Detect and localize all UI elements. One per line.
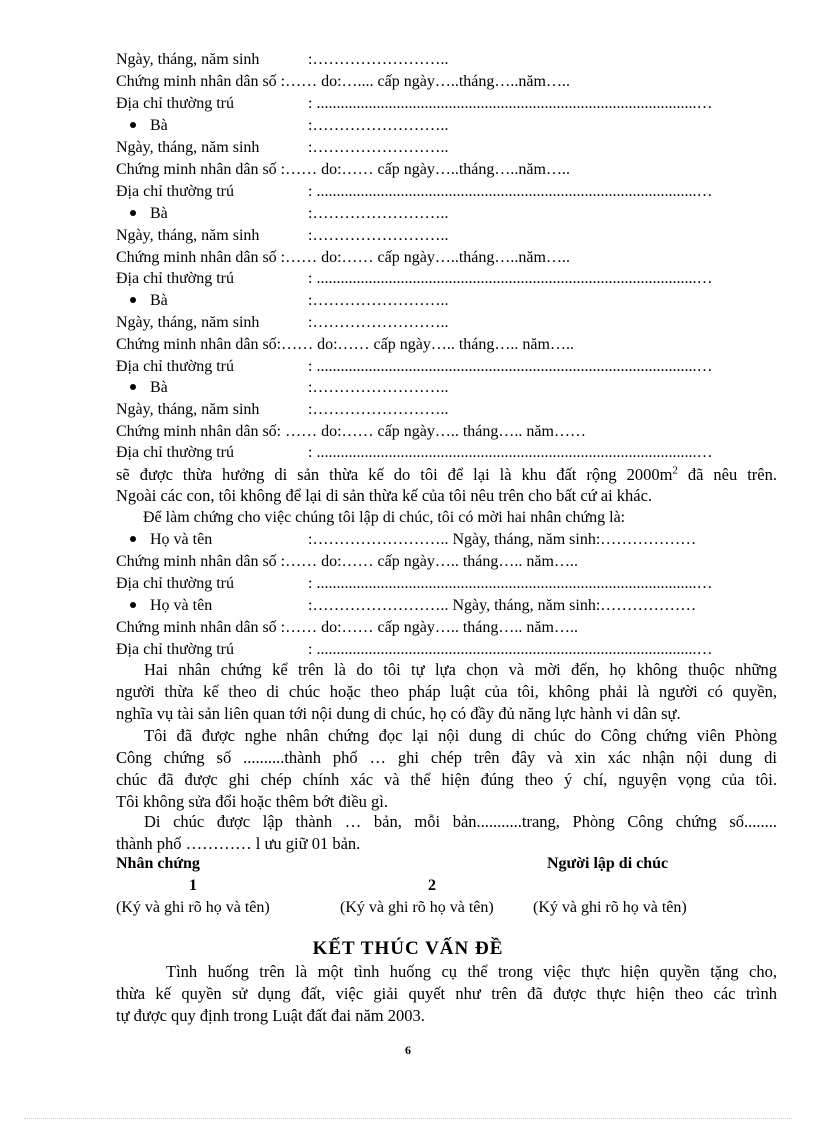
bullet-label: Họ và tên	[150, 531, 213, 548]
inheritance-line-1: sẽ được thừa hưởng di sản thừa kế do tôi để lại là khu đất rộng $2000m^2$ đã nêu trên.	[116, 464, 777, 484]
sign-note: (Ký và ghi rõ họ và tên)	[116, 899, 270, 916]
bullet-label: Bà	[150, 205, 168, 222]
birth-value: :……………………..	[308, 401, 449, 418]
bullet-value: :…………………….. Ngày, tháng, năm sinh:………………	[308, 597, 697, 614]
birth-value: :……………………..	[308, 139, 449, 156]
id-text: Chứng minh nhân dân số :…… do:…… cấp ngày…..tháng…..năm…..	[116, 161, 570, 178]
bullet-icon	[130, 536, 136, 542]
witness-intro: Để làm chứng cho việc chúng tôi lập di chúc, tôi có mời hai nhân chứng là:	[143, 509, 626, 526]
paragraph-line: nghĩa vụ tài sản liên quan tới nội dung di chúc, họ có đầy đủ năng lực hành vi dân sự.	[116, 704, 681, 723]
birth-label: Ngày, tháng, năm sinh	[116, 401, 260, 418]
address-label: Địa chỉ thường trú	[116, 183, 234, 200]
address-value: : ...............................................................................................…	[308, 641, 713, 658]
birth-value: :……………………..	[308, 314, 449, 331]
paragraph-line: Tôi đã được nghe nhân chứng đọc lại nội dung di chúc do Công chứng viên Phòng	[144, 726, 777, 745]
bullet-label: Họ và tên	[150, 597, 213, 614]
witness-number-2: 2	[428, 877, 436, 894]
bullet-icon	[130, 122, 136, 128]
address-value: : ...............................................................................................…	[308, 358, 713, 375]
address-label: Địa chỉ thường trú	[116, 358, 234, 375]
bullet-value: :……………………..	[308, 205, 449, 222]
bullet-icon	[130, 384, 136, 390]
paragraph-line: người thừa kế theo di chúc hoặc theo pháp luật của tôi, không phải là người có quyền,	[116, 682, 777, 701]
conclusion-line: Tình huống trên là một tình huống cụ thể trong việc thực hiện quyền tặng cho,	[166, 962, 777, 981]
superscript: 2	[672, 464, 678, 477]
birth-label: Ngày, tháng, năm sinh	[116, 227, 260, 244]
paragraph-line: Di chúc được lập thành … bản, mỗi bản...........trang, Phòng Công chứng số........	[144, 812, 777, 831]
birth-label: Ngày, tháng, năm sinh	[116, 314, 260, 331]
inheritance-line-2: Ngoài các con, tôi không để lại di sản thừa kế của tôi nêu trên cho bất cứ ai khác.	[116, 486, 653, 505]
conclusion-line: thừa kế quyền sử dụng đất, việc giải quyết như trên đã được thực hiện theo các trình	[116, 984, 777, 1003]
birth-label: Ngày, tháng, năm sinh	[116, 139, 260, 156]
bullet-icon	[130, 210, 136, 216]
id-text: Chứng minh nhân dân số :…… do:…… cấp ngày….. tháng….. năm…..	[116, 553, 578, 570]
birth-label: Ngày, tháng, năm sinh	[116, 51, 260, 68]
sign-note: (Ký và ghi rõ họ và tên)	[340, 899, 494, 916]
bullet-icon	[130, 297, 136, 303]
paragraph-line: Công chứng số ..........thành phố … ghi chép trên đây và xin xác nhận nội dung di	[116, 748, 777, 767]
witness-number-1: 1	[189, 877, 197, 894]
paragraph-line: thành phố ………… l ưu giữ 01 bản.	[116, 834, 361, 853]
paragraph-line: Hai nhân chứng kể trên là do tôi tự lựa chọn và mời đến, họ không thuộc những	[144, 660, 777, 679]
bullet-icon	[130, 602, 136, 608]
bullet-value: :……………………..	[308, 292, 449, 309]
id-text: Chứng minh nhân dân số:…… do:…… cấp ngày….. tháng….. năm…..	[116, 336, 574, 353]
bullet-value: :……………………..	[308, 117, 449, 134]
birth-value: :……………………..	[308, 51, 449, 68]
conclusion-line: tự được quy định trong Luật đất đai năm 2003.	[116, 1006, 425, 1025]
address-label: Địa chỉ thường trú	[116, 270, 234, 287]
address-label: Địa chỉ thường trú	[116, 575, 234, 592]
address-value: : ...............................................................................................…	[308, 95, 713, 112]
testator-heading: Người lập di chúc	[547, 855, 669, 872]
page-number: 6	[405, 1043, 411, 1057]
bullet-label: Bà	[150, 117, 168, 134]
address-value: : ...............................................................................................…	[308, 183, 713, 200]
birth-value: :……………………..	[308, 227, 449, 244]
bullet-label: Bà	[150, 379, 168, 396]
address-value: : ...............................................................................................…	[308, 270, 713, 287]
bullet-value: :…………………….. Ngày, tháng, năm sinh:………………	[308, 531, 697, 548]
id-text: Chứng minh nhân dân số: …… do:…… cấp ngày….. tháng….. năm……	[116, 423, 586, 440]
witness-heading: Nhân chứng	[116, 855, 200, 872]
section-title: KẾT THÚC VẤN ĐỀ	[312, 938, 504, 959]
id-text: Chứng minh nhân dân số :…… do:….... cấp ngày…..tháng…..năm…..	[116, 73, 570, 90]
address-value: : ...............................................................................................…	[308, 575, 713, 592]
id-text: Chứng minh nhân dân số :…… do:…… cấp ngày…..tháng…..năm…..	[116, 249, 570, 266]
address-label: Địa chỉ thường trú	[116, 444, 234, 461]
paragraph-line: chúc đã được ghi chép chính xác và thể hiện đúng theo ý chí, nguyện vọng của tôi.	[116, 770, 777, 789]
address-label: Địa chỉ thường trú	[116, 641, 234, 658]
paragraph-line: Tôi không sửa đổi hoặc thêm bớt điều gì.	[116, 792, 389, 811]
address-label: Địa chỉ thường trú	[116, 95, 234, 112]
bullet-value: :……………………..	[308, 379, 449, 396]
address-value: : ...............................................................................................…	[308, 444, 713, 461]
sign-note: (Ký và ghi rõ họ và tên)	[533, 899, 687, 916]
page-bottom-rule	[24, 1118, 792, 1119]
id-text: Chứng minh nhân dân số :…… do:…… cấp ngày….. tháng….. năm…..	[116, 619, 578, 636]
bullet-label: Bà	[150, 292, 168, 309]
